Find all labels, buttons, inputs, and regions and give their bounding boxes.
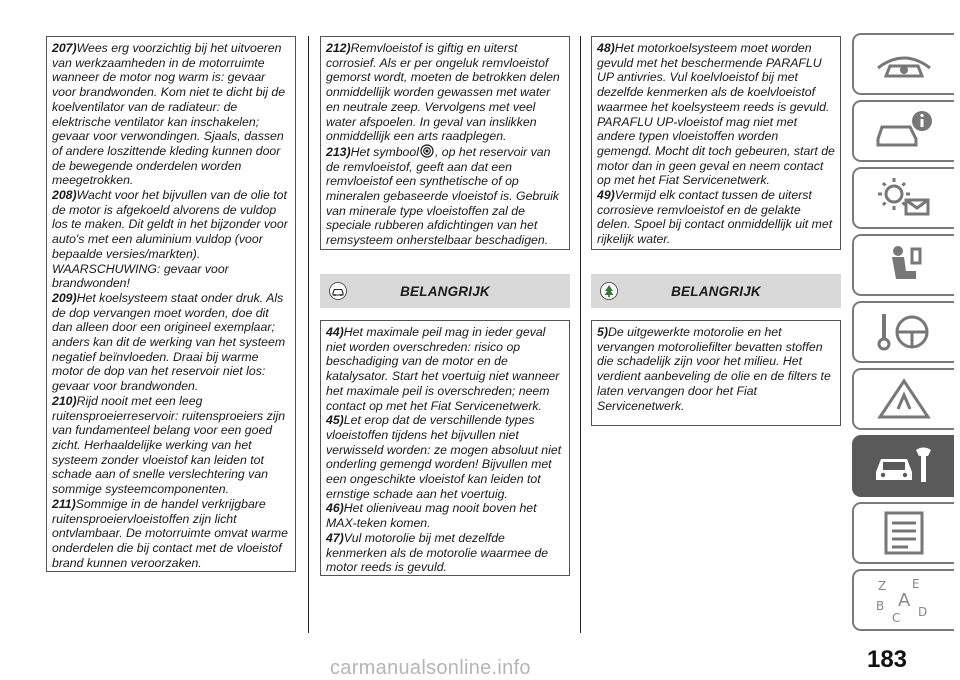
tab-safety[interactable] xyxy=(852,234,954,296)
svg-text:C: C xyxy=(892,611,901,624)
note-213: 213)Het symbool , op het reservoir van de remvloeistof, geeft aan dat een remvloeistof een synthetische of op mineralen gebaseerde vloeistof is. Gebruik van minerale type vloeistoffen zal de speciale rubberen afdichtingen van het remsysteem onherstelbaar beschadigen. xyxy=(326,144,560,248)
seat-safety-icon xyxy=(872,241,936,289)
svg-text:Z: Z xyxy=(878,579,887,593)
tab-technical-data[interactable] xyxy=(852,502,954,564)
emergency-triangle-icon xyxy=(872,375,936,423)
warnings-box-col2 xyxy=(320,36,570,250)
important-band-col2 xyxy=(320,274,570,308)
important-title: BELANGRIJK xyxy=(400,283,490,299)
index-letters-icon xyxy=(872,576,936,624)
tab-car-info[interactable] xyxy=(852,100,954,162)
steering-key-icon xyxy=(872,308,936,356)
important-44: 44)Het maximale peil mag in ieder geval niet worden overschreden: risico op beschadiging van de motor en de katalysator. Start het voertuig niet wanneer het maximale peil is overschreden; neem contact op met het Fiat Servicenetwerk. xyxy=(326,325,560,413)
important-45: 45)Let erop dat de verschillende types vloeistoffen tijdens het bijvullen niet verwisseld worden: ze mogen absoluut niet onderling gemengd worden! Bijvullen met een ongeschikte vloeistof kan leiden tot ernstige schade aan het voertuig. xyxy=(326,413,562,501)
column-divider-1 xyxy=(308,36,309,633)
tab-warning-lights[interactable] xyxy=(852,167,954,229)
important-47: 47)Vul motorolie bij met dezelfde kenmerken als de motorolie waarmee de motor reeds is gevuld. xyxy=(326,530,549,575)
tab-starting-driving[interactable] xyxy=(852,301,954,363)
important-box-col3 xyxy=(591,320,841,426)
note-211: 211)Sommige in de handel verkrijgbare ruitensproeiervloeistoffen zijn licht ontvlambaar. De motorruimte omvat warme onderdelen die bij contact met de vloeistof brand kunnen veroorzaken. xyxy=(52,496,288,570)
column-divider-2 xyxy=(580,36,581,633)
note-210: 210)Rijd nooit met een leeg ruitensproeierreservoir: ruitensproeiers zijn van fundamenteel belang voor een goed zicht. Herhaaldelijke werking van het systeem zonder vloeistof kan leiden tot schade aan of snelle verslechtering van sommige systeemcomponenten. xyxy=(52,393,286,497)
note-49: 49)Vermijd elk contact tussen de uiterst corrosieve remvloeistof en de gelakte delen. Spoel bij contact onmiddellijk uit met rijkelijk water. xyxy=(597,188,833,247)
important-5: 5)De uitgewerkte motorolie en het vervangen motoroliefilter bevatten stoffen die schadelijk zijn voor het milieu. Het verdient aanbeveling de olie en de filters te laten vervangen door het Fiat Servicenetwerk. xyxy=(597,325,831,413)
tab-dashboard[interactable] xyxy=(852,33,954,95)
note-207: 207)Wees erg voorzichtig bij het uitvoeren van werkzaamheden in de motorruimte wanneer de motor nog warm is: gevaar voor brandwonden. Kom niet te dicht bij de koelventilator van de radiateur: de elektrische ventilator kan inschakelen; gevaar voor verwondingen. Sjaals, dassen of andere loszittende kleding kunnen door de bewegende onderdelen worden meegetrokken. xyxy=(52,41,286,188)
note-212: 212)Remvloeistof is giftig en uiterst corrosief. Als er per ongeluk remvloeistof gemorst wordt, moeten de betrokken delen onmiddellijk worden gewassen met water en neutrale zeep. Vervolgens met veel water afspoelen. In geval van inslikken onmiddellijk een arts raadplegen. xyxy=(326,41,560,144)
note-209: 209)Het koelsysteem staat onder druk. Als de dop vervangen moet worden, doe dit dan alleen door een origineel exemplaar; anders kan dit de werking van het systeem negatief beïnvloeden. Draai bij warme motor de dop van het reservoir niet los: gevaar voor brandwonden. xyxy=(52,290,286,394)
important-band-col3 xyxy=(591,274,841,308)
tab-maintenance[interactable] xyxy=(852,435,954,497)
warning-lights-icon xyxy=(872,174,936,222)
svg-text:A: A xyxy=(898,590,911,611)
important-title: BELANGRIJK xyxy=(671,283,761,299)
svg-text:B: B xyxy=(876,599,885,613)
tab-emergency[interactable] xyxy=(852,368,954,430)
car-info-icon xyxy=(872,107,936,155)
environment-tree-icon xyxy=(600,282,618,300)
important-box-col2 xyxy=(320,320,570,576)
car-wrench-icon xyxy=(329,282,347,300)
important-46: 46)Het olieniveau mag nooit boven het MAX-teken komen. xyxy=(326,501,537,531)
technical-data-icon xyxy=(872,509,936,557)
note-48: 48)Het motorkoelsysteem moet worden gevuld met het beschermende PARAFLU UP antivries. Vul koelvloeistof bij met dezelfde kenmerken als de koelvloeistof waarmee het koelsysteem reeds is gevuld. PARAFLU UP-vloeistof mag niet met andere typen vloeistoffen worden gemengd. Mocht dit toch gebeuren, start de motor dan in geen geval en neem contact op met het Fiat Servicenetwerk. xyxy=(597,41,835,188)
warnings-box-col1 xyxy=(46,36,296,572)
watermark: carmanualsonline.info xyxy=(330,657,531,679)
dual-circuit-symbol-icon xyxy=(420,144,434,158)
dashboard-car-icon xyxy=(872,40,936,88)
warnings-box-col3 xyxy=(591,36,841,250)
svg-text:D: D xyxy=(918,605,928,619)
svg-text:E: E xyxy=(912,577,920,591)
car-maintenance-icon xyxy=(872,442,936,490)
note-208: 208)Wacht voor het bijvullen van de olie tot de motor is afgekoeld alvorens de vuldop los te maken. Dit geldt in het bijzonder voor auto's met een aluminium vuldop (voor bepaalde versies/markten). WAARSCHUWING: gevaar voor brandwonden! xyxy=(52,188,288,291)
tab-index[interactable] xyxy=(852,569,954,631)
page-number: 183 xyxy=(866,646,908,673)
